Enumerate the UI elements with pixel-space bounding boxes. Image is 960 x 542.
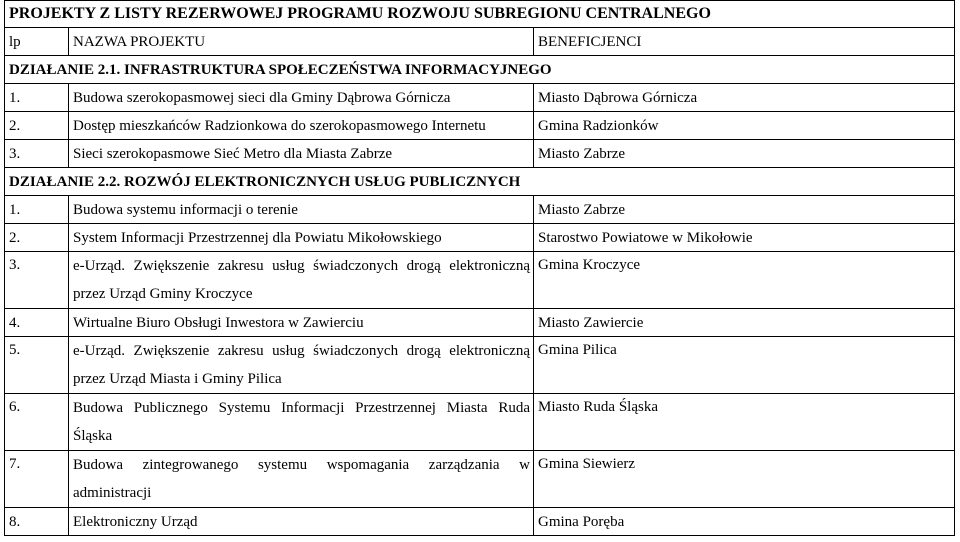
section-heading-row [5,168,955,196]
row-project-name: e-Urząd. Zwiększenie zakresu usług świadczonych drogą elektroniczną przez Urząd Miasta i Gminy Pilica [69,337,534,394]
table-row [5,252,955,309]
row-lp: 5. [5,337,69,394]
row-project-name: Budowa szerokopasmowej sieci dla Gminy Dąbrowa Górnicza [69,84,534,112]
projects-table [4,0,955,536]
row-project-name: Budowa Publicznego Systemu Informacji Przestrzennej Miasta Ruda Śląska [69,394,534,451]
section-heading: DZIAŁANIE 2.1. INFRASTRUKTURA SPOŁECZEŃSTWA INFORMACYJNEGO [5,56,955,84]
row-project-name: Budowa systemu informacji o terenie [69,196,534,224]
table-row [5,84,955,112]
table-row [5,140,955,168]
row-lp: 8. [5,508,69,536]
row-lp: 1. [5,84,69,112]
row-project-name: Sieci szerokopasmowe Sieć Metro dla Miasta Zabrze [69,140,534,168]
header-row [5,28,955,56]
table-row [5,337,955,394]
table-row [5,309,955,337]
header-beneficiary: BENEFICJENCI [534,28,955,56]
table-title: PROJEKTY Z LISTY REZERWOWEJ PROGRAMU ROZWOJU SUBREGIONU CENTRALNEGO [5,1,955,28]
row-beneficiary: Starostwo Powiatowe w Mikołowie [534,224,955,252]
row-beneficiary: Miasto Ruda Śląska [534,394,955,451]
row-beneficiary: Gmina Kroczyce [534,252,955,309]
row-project-name: System Informacji Przestrzennej dla Powiatu Mikołowskiego [69,224,534,252]
row-lp: 1. [5,196,69,224]
title-row [5,1,955,28]
table-row [5,508,955,536]
row-beneficiary: Gmina Radzionków [534,112,955,140]
row-project-name: Wirtualne Biuro Obsługi Inwestora w Zawierciu [69,309,534,337]
row-lp: 3. [5,252,69,309]
table-row [5,112,955,140]
row-project-name: e-Urząd. Zwiększenie zakresu usług świadczonych drogą elektroniczną przez Urząd Gminy Kroczyce [69,252,534,309]
row-beneficiary: Gmina Poręba [534,508,955,536]
row-lp: 4. [5,309,69,337]
row-beneficiary: Gmina Pilica [534,337,955,394]
row-project-name: Dostęp mieszkańców Radzionkowa do szerokopasmowego Internetu [69,112,534,140]
row-lp: 6. [5,394,69,451]
header-lp: lp [5,28,69,56]
row-lp: 2. [5,224,69,252]
row-lp: 3. [5,140,69,168]
table-row [5,196,955,224]
row-beneficiary: Miasto Zabrze [534,140,955,168]
row-beneficiary: Miasto Dąbrowa Górnicza [534,84,955,112]
row-project-name: Elektroniczny Urząd [69,508,534,536]
row-beneficiary: Miasto Zawiercie [534,309,955,337]
row-project-name: Budowa zintegrowanego systemu wspomagania zarządzania w administracji [69,451,534,508]
row-beneficiary: Miasto Zabrze [534,196,955,224]
table-row [5,394,955,451]
section-heading-row [5,56,955,84]
table-row [5,224,955,252]
row-lp: 7. [5,451,69,508]
row-lp: 2. [5,112,69,140]
table-row [5,451,955,508]
header-name: NAZWA PROJEKTU [69,28,534,56]
section-heading: DZIAŁANIE 2.2. ROZWÓJ ELEKTRONICZNYCH USŁUG PUBLICZNYCH [5,168,955,196]
row-beneficiary: Gmina Siewierz [534,451,955,508]
